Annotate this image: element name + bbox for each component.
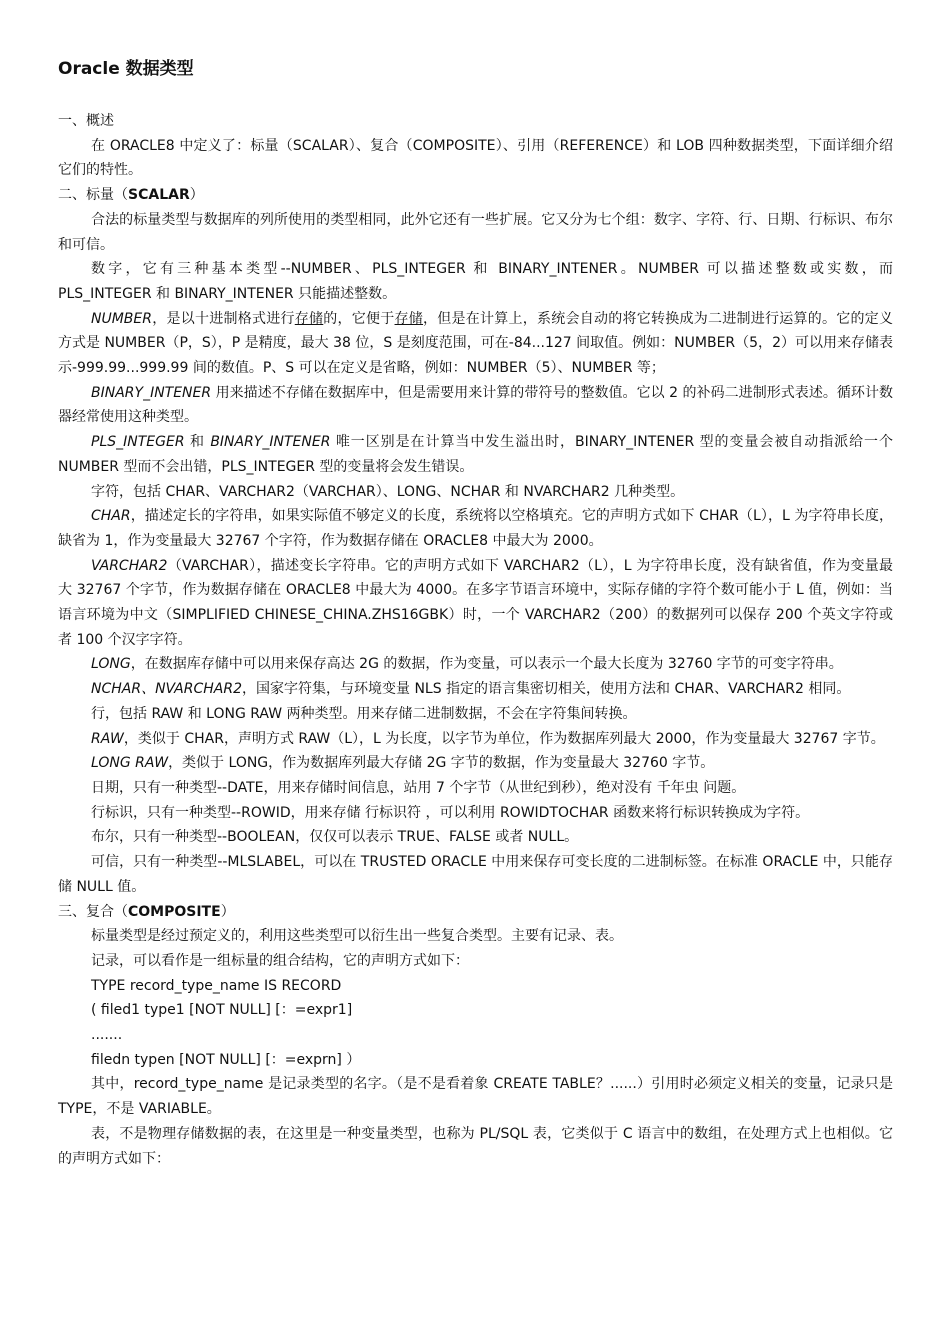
text-run: ） — [220, 903, 235, 920]
paragraph — [58, 480, 893, 505]
paragraph — [58, 307, 893, 381]
text-run: ( filed1 type1 [NOT NULL] [：=expr1] — [91, 1002, 353, 1019]
code-line — [58, 1023, 893, 1048]
text-run: 存储 — [394, 310, 424, 327]
code-line — [58, 974, 893, 999]
text-run: RAW — [91, 730, 124, 747]
text-run: NUMBER — [91, 310, 152, 327]
text-run: 一、概述 — [58, 113, 114, 129]
title-oracle: Oracle — [58, 59, 120, 79]
paragraph — [58, 1072, 893, 1121]
text-run: 可信，只有一种类型--MLSLABEL，可以在 TRUSTED ORACLE 中用来保存可变长度的二进制标签。在标准 ORACLE 中，只能存储 NULL 值。 — [58, 854, 893, 895]
text-run: 和 — [184, 434, 211, 451]
document-body — [58, 109, 893, 1171]
code-line — [58, 998, 893, 1023]
section-heading — [58, 183, 893, 208]
paragraph — [58, 949, 893, 974]
text-run: ，在数据库存储中可以用来保存高达 2G 的数据，作为变量，可以表示一个最大长度为 32760 字节的可变字符串。 — [130, 656, 843, 673]
paragraph — [58, 825, 893, 850]
text-run: LONG — [91, 656, 131, 673]
paragraph — [58, 381, 893, 430]
paragraph — [58, 554, 893, 653]
text-run: 日期，只有一种类型--DATE，用来存储时间信息，站用 7 个字节（从世纪到秒），绝对没有 千年虫 问题。 — [91, 779, 746, 796]
paragraph — [58, 751, 893, 776]
text-run: ） — [189, 187, 204, 204]
text-run: filedn typen [NOT NULL] [：=exprn] ） — [91, 1051, 361, 1068]
paragraph — [58, 208, 893, 257]
paragraph — [58, 257, 893, 306]
text-run: 数字，它有三种基本类型--NUMBER、PLS_INTEGER 和 BINARY_INTENER。NUMBER 可以描述整数或实数，而 PLS_INTEGER 和 BINARY_INTENER 只能描述整数。 — [58, 261, 893, 302]
title-data-types: 数据类型 — [119, 59, 194, 79]
paragraph — [58, 652, 893, 677]
paragraph — [58, 504, 893, 553]
text-run: ，类似于 CHAR，声明方式 RAW（L），L 为长度，以字节为单位，作为数据库列最大 2000，作为变量最大 32767 字节。 — [123, 730, 885, 747]
text-run: 记录，可以看作是一组标量的组合结构，它的声明方式如下： — [91, 952, 469, 969]
text-run: NCHAR、NVARCHAR2 — [91, 681, 242, 698]
text-run: 唯一区别是在计算当中发生溢出时，BINARY_INTENER 型的变量会被自动指派给一个 NUMBER 型而不会出错，PLS_INTEGER 型的变量将会发生错误。 — [58, 434, 893, 475]
paragraph — [58, 1122, 893, 1171]
section-heading — [58, 109, 893, 134]
text-run: 存储 — [294, 310, 324, 327]
paragraph — [58, 776, 893, 801]
text-run: 在 ORACLE8 中定义了：标量（SCALAR）、复合（COMPOSITE）、引用（REFERENCE）和 LOB 四种数据类型，下面详细介绍它们的特性。 — [58, 137, 893, 179]
text-run: LONG RAW — [91, 755, 169, 772]
text-run: PLS_INTEGER — [91, 434, 185, 451]
code-line — [58, 1048, 893, 1073]
paragraph — [58, 134, 893, 183]
paragraph — [58, 677, 893, 702]
text-run: ，类似于 LONG，作为数据库列最大存储 2G 字节的数据，作为变量最大 32760 字节。 — [168, 755, 715, 772]
text-run: CHAR — [91, 508, 131, 525]
text-run: 布尔，只有一种类型--BOOLEAN，仅仅可以表示 TRUE、FALSE 或者 NULL。 — [91, 829, 579, 846]
text-run: 行，包括 RAW 和 LONG RAW 两种类型。用来存储二进制数据，不会在字符集间转换。 — [91, 705, 637, 722]
text-run: 其中，record_type_name 是记录类型的名字。（是不是看着象 CREATE TABLE？......）引用时必须定义相关的变量，记录只是 TYPE，不是 VARIABLE。 — [58, 1076, 893, 1118]
text-run: VARCHAR2 — [91, 557, 168, 574]
text-run: 字符，包括 CHAR、VARCHAR2（VARCHAR）、LONG、NCHAR 和 NVARCHAR2 几种类型。 — [91, 483, 685, 500]
text-run: 用来描述不存储在数据库中，但是需要用来计算的带符号的整数值。它以 2 的补码二进制形式表述。循环计数器经常使用这种类型。 — [58, 384, 893, 426]
text-run: BINARY_INTENER — [210, 434, 331, 451]
text-run: ，国家字符集，与环境变量 NLS 指定的语言集密切相关，使用方法和 CHAR、VARCHAR2 相同。 — [242, 681, 851, 698]
text-run: 合法的标量类型与数据库的列所使用的类型相同，此外它还有一些扩展。它又分为七个组：数字、字符、行、日期、行标识、布尔和可信。 — [58, 211, 893, 253]
paragraph — [58, 727, 893, 752]
text-run: ....... — [91, 1027, 123, 1044]
paragraph — [58, 850, 893, 899]
section-heading — [58, 900, 893, 925]
document-title — [58, 58, 194, 80]
text-run: 表，不是物理存储数据的表，在这里是一种变量类型，也称为 PL/SQL 表，它类似于 C 语言中的数组，在处理方式上也相似。它的声明方式如下： — [58, 1125, 893, 1167]
text-run: TYPE record_type_name IS RECORD — [91, 977, 342, 994]
text-run: SCALAR — [128, 187, 190, 204]
paragraph — [58, 430, 893, 479]
text-run: COMPOSITE — [128, 903, 221, 920]
text-run: BINARY_INTENER — [91, 384, 212, 401]
text-run: 行标识，只有一种类型--ROWID，用来存储 行标识符 ，可以利用 ROWIDTOCHAR 函数来将行标识转换成为字符。 — [91, 804, 810, 821]
paragraph — [58, 924, 893, 949]
text-run: 标量类型是经过预定义的，利用这些类型可以衍生出一些复合类型。主要有记录、表。 — [91, 928, 623, 945]
text-run: 二、标量（ — [58, 187, 128, 204]
paragraph — [58, 801, 893, 826]
paragraph — [58, 702, 893, 727]
text-run: （VARCHAR），描述变长字符串。它的声明方式如下 VARCHAR2（L），L 为字符串长度，没有缺省值，作为变量最大 32767 个字节，作为数据存储在 ORACLE8 中最大为 4000。在多字节语言环境中，实际存储的字符个数可能小于 L 值，例如：当语言环境为中文（SIMPLIFIED CHINESE_CHINA.ZHS16GBK）时，一个 VARCHAR2（200）的数据列可以保存 200 个英文字符或者 100 个汉字字符。 — [58, 557, 893, 648]
text-run: 的，它便于 — [323, 310, 395, 327]
text-run: 三、复合（ — [58, 903, 128, 920]
text-run: ，描述定长的字符串，如果实际值不够定义的长度，系统将以空格填充。它的声明方式如下 CHAR（L），L 为字符串长度，缺省为 1，作为变量最大 32767 个字符，作为数据存储在 ORACLE8 中最大为 2000。 — [58, 508, 893, 549]
text-run: ，是以十进制格式进行 — [151, 310, 295, 327]
text-run: ，但是在计算上，系统会自动的将它转换成为二进制进行运算的。它的定义方式是 NUMBER（P，S），P 是精度，最大 38 位，S 是刻度范围，可在-84...127 间取值。例如：NUMBER（5，2）可以用来存储表示-999.99...999.99 间的数值。P、S 可以在定义是省略，例如：NUMBER（5）、NUMBER 等； — [58, 310, 894, 377]
